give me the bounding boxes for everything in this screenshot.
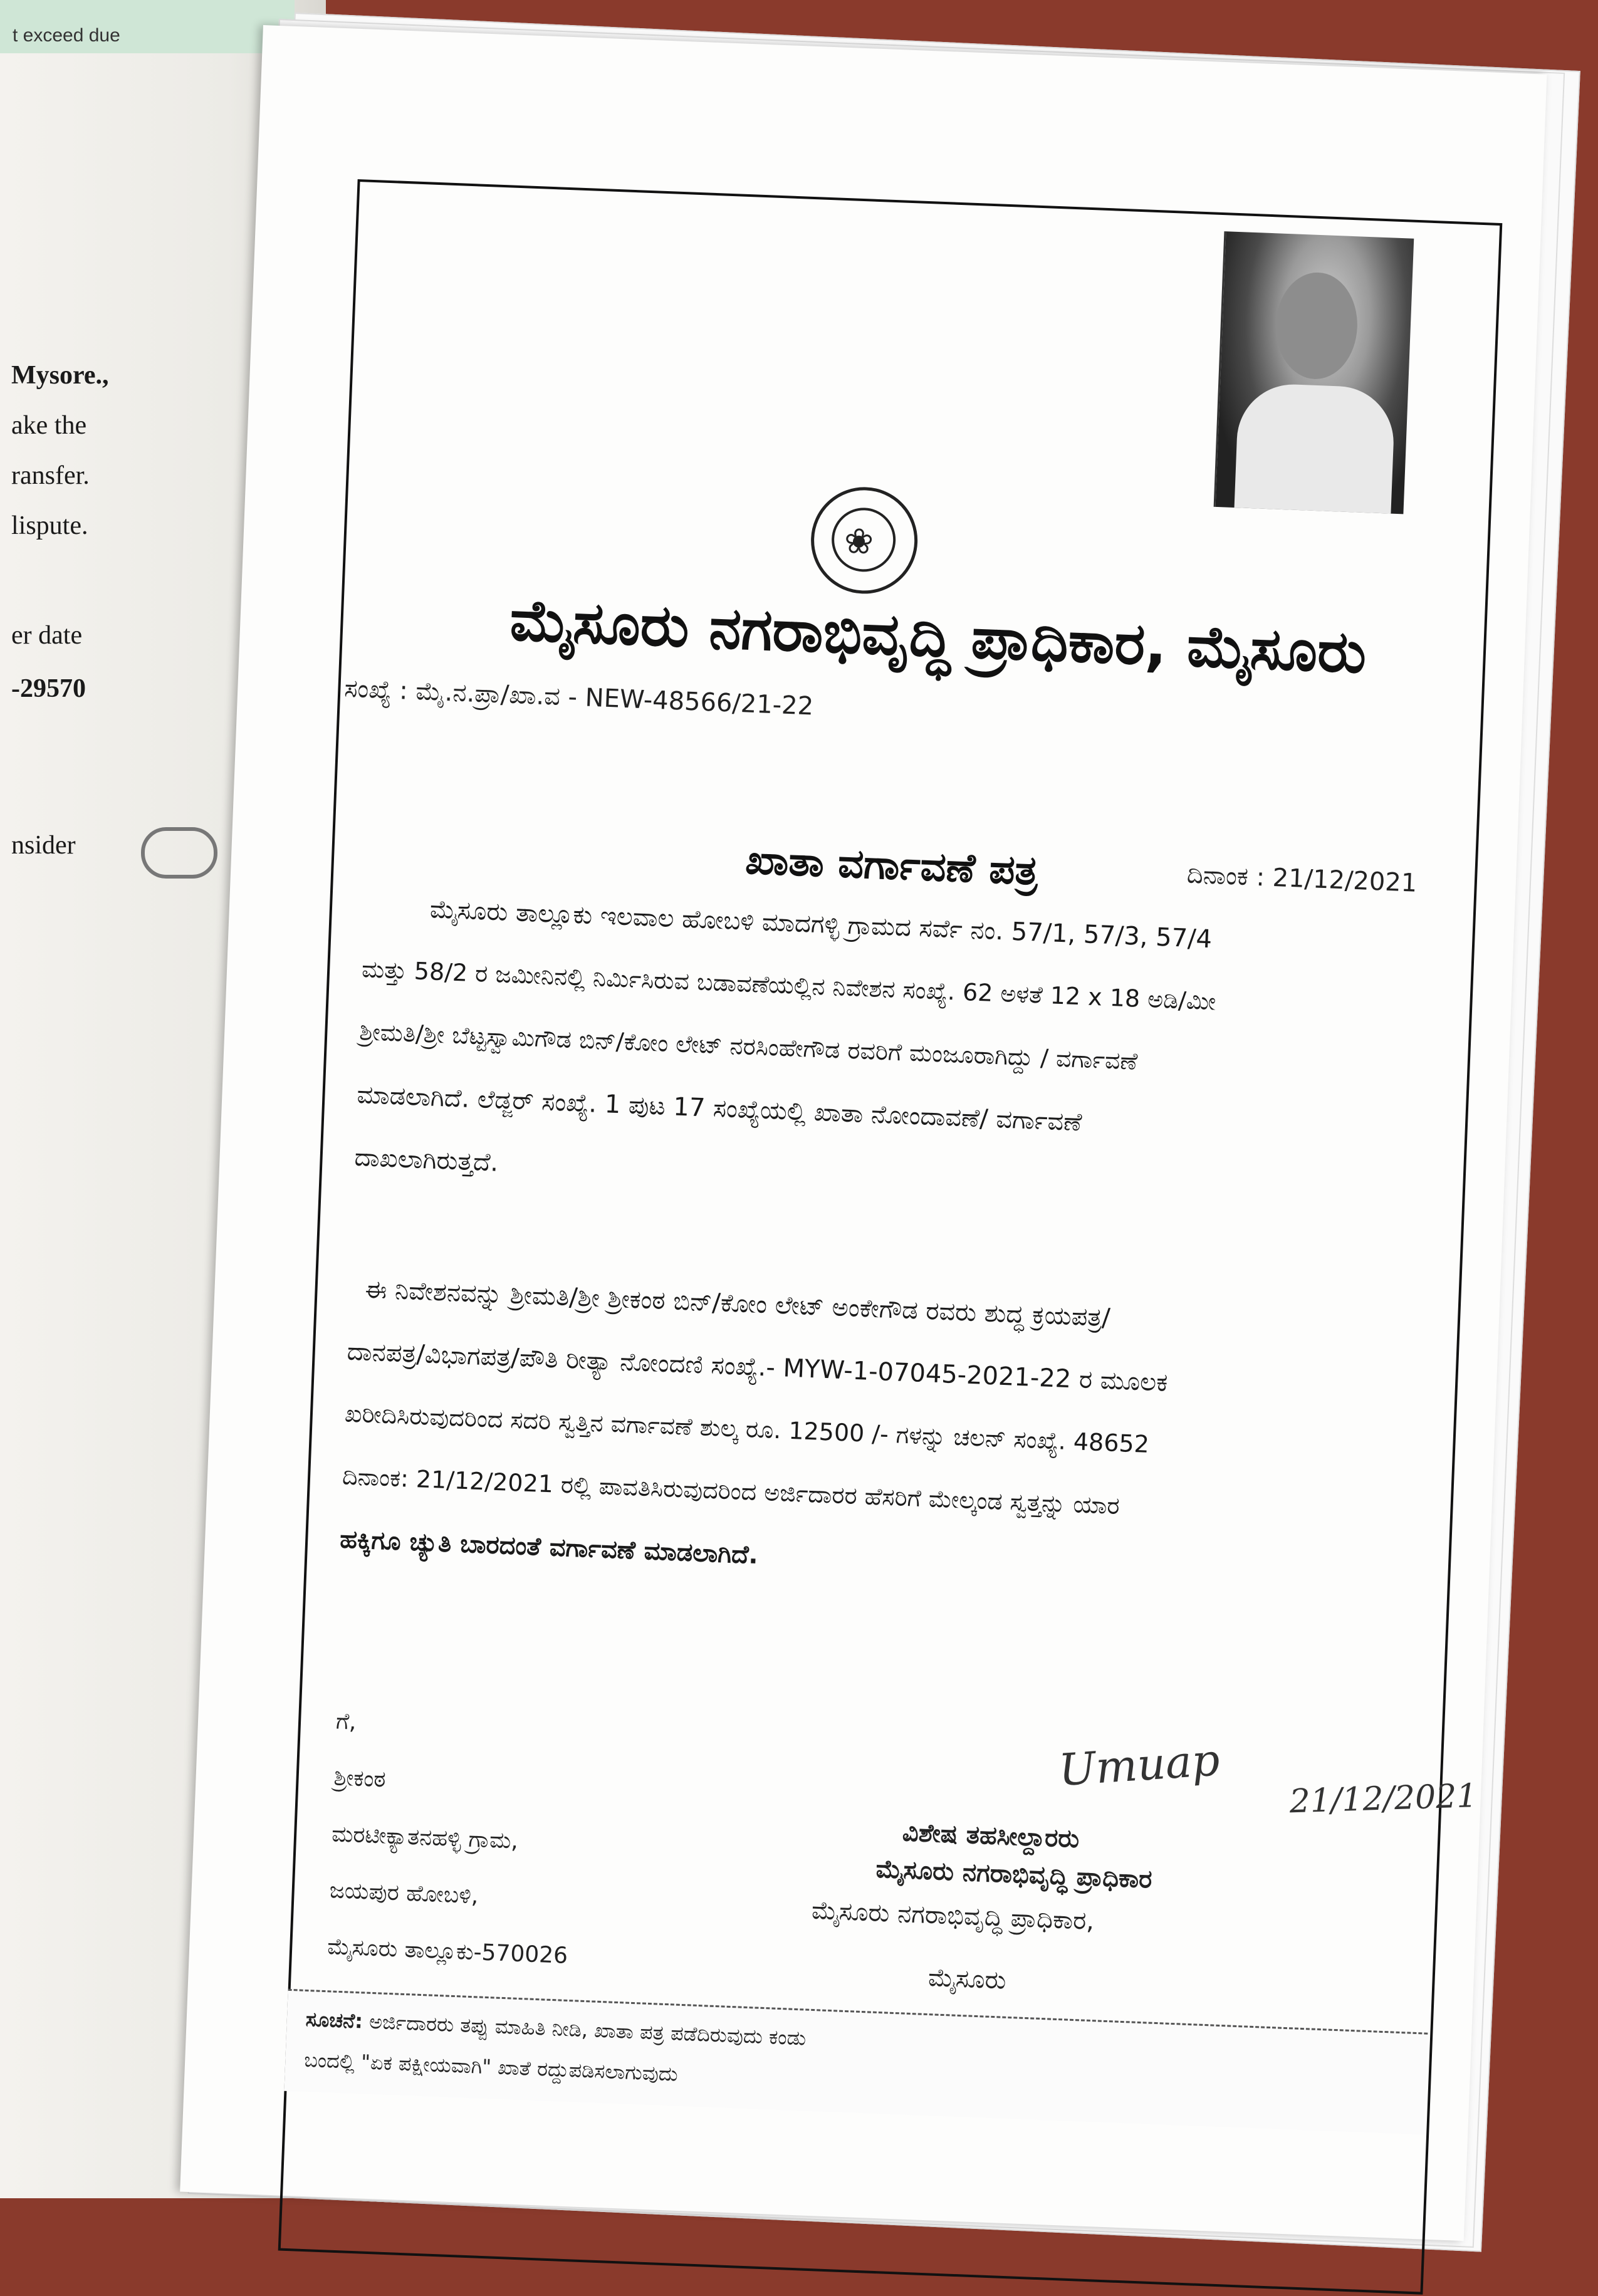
background-text-line: er date xyxy=(11,621,83,650)
background-text-line: ransfer. xyxy=(11,461,90,490)
signature-stamp-line: ಮೈಸೂರು xyxy=(927,1963,1007,1995)
khata-transfer-document xyxy=(180,25,1547,2241)
address-line: ಜಯಪುರ ಹೋಬಳಿ, xyxy=(329,1877,479,1909)
paragraph-line: ಶ್ರೀಮತಿ/ಶ್ರೀ ಬೆಟ್ಟಸ್ವಾಮಿಗೌಡ ಬಿನ್/ಕೋಂ ಲೇಟ್ ನರಸಿಂಹೇಗೌಡ ರವರಿಗೆ ಮಂಜೂರಾಗಿದ್ದು / ವರ್ಗಾವಣೆ xyxy=(358,1018,1138,1075)
signature-stamp-line: ಮೈಸೂರು ನಗರಾಭಿವೃದ್ಧಿ ಪ್ರಾಧಿಕಾರ xyxy=(875,1854,1153,1894)
paragraph-line: ಈ ನಿವೇಶನವನ್ನು ಶ್ರೀಮತಿ/ಶ್ರೀ ಶ್ರೀಕಂಠ ಬಿನ್/ಕೋಂ ಲೇಟ್ ಅಂಕೇಗೌಡ ರವರು ಶುದ್ಧ ಕ್ರಯಪತ್ರ/ xyxy=(364,1275,1111,1333)
address-line: ಗೆ, xyxy=(335,1708,357,1735)
reference-number: ಸಂಖ್ಯೆ : ಮೈ.ನ.ಪ್ರಾ/ಖಾ.ವ - NEW-48566/21-22 xyxy=(343,674,814,721)
paragraph-line: ಹಕ್ಕಿಗೂ ಚ್ಯುತಿ ಬಾರದಂತೆ ವರ್ಗಾವಣೆ ಮಾಡಲಾಗಿದೆ. xyxy=(339,1525,759,1570)
paragraph-line: ಮೈಸೂರು ತಾಲ್ಲೂಕು ಇಲವಾಲ ಹೋಬಳಿ ಮಾದಗಳ್ಳಿ ಗ್ರಾಮದ ಸರ್ವೆ ನಂ. 57/1, 57/3, 57/4 xyxy=(429,895,1213,954)
note-text: ಅರ್ಜಿದಾರರು ತಪ್ಪು ಮಾಹಿತಿ ನೀಡಿ, ಖಾತಾ ಪತ್ರ ಪಡೆದಿರುವುದು ಕಂಡು xyxy=(368,2009,807,2050)
paragraph-line: ದಾಖಲಾಗಿರುತ್ತದೆ. xyxy=(353,1142,499,1177)
background-text-line: nsider xyxy=(11,831,76,860)
note-line xyxy=(305,2007,807,2051)
document-title: ಮೈಸೂರು ನಗರಾಭಿವೃದ್ಧಿ ಪ್ರಾಧಿಕಾರ, ಮೈಸೂರು xyxy=(508,586,1368,687)
background-text-line: -29570 xyxy=(11,674,86,703)
paragraph-line: ದಿನಾಂಕ: 21/12/2021 ರಲ್ಲಿ ಪಾವತಿಸಿರುವುದರಿಂದ ಅರ್ಜಿದಾರರ ಹೆಸರಿಗೆ ಮೇಲ್ಕಂಡ ಸ್ವತ್ತನ್ನು ಯಾರ xyxy=(342,1462,1120,1520)
address-line: ಮೈಸೂರು ತಾಲ್ಲೂಕು-570026 xyxy=(326,1934,568,1969)
address-line: ಶ್ರೀಕಂಠ xyxy=(333,1765,387,1793)
note-line: ಬಂದಲ್ಲಿ "ಏಕ ಪಕ್ಷೀಯವಾಗಿ" ಖಾತೆ ರದ್ದುಪಡಿಸಲಾಗುವುದು xyxy=(303,2047,679,2086)
background-text-line: Mysore., xyxy=(11,361,109,390)
owner-photo xyxy=(1214,231,1414,514)
background-green-tab xyxy=(0,0,295,53)
document-date: ದಿನಾಂಕ : 21/12/2021 xyxy=(1186,860,1418,898)
background-tab-text: t exceed due xyxy=(13,25,120,46)
paragraph-line: ಮಾಡಲಾಗಿದೆ. ಲೆಡ್ಜರ್ ಸಂಖ್ಯೆ. 1 ಪುಟ 17 ಸಂಖ್ಯೆಯಲ್ಲಿ ಖಾತಾ ನೋಂದಾವಣೆ/ ವರ್ಗಾವಣೆ xyxy=(356,1080,1083,1137)
photo-shirt xyxy=(1235,382,1396,513)
paragraph-line: ಖರೀದಿಸಿರುವುದರಿಂದ ಸದರಿ ಸ್ವತ್ತಿನ ವರ್ಗಾವಣೆ ಶುಲ್ಕ ರೂ. 12500 /- ಗಳನ್ನು ಚಲನ್ ಸಂಖ್ಯೆ. 48652 xyxy=(344,1399,1150,1458)
note-label: ಸೂಚನೆ: xyxy=(305,2006,363,2033)
background-text-line: lispute. xyxy=(11,511,88,540)
document-heading: ಖಾತಾ ವರ್ಗಾವಣೆ ಪತ್ರ xyxy=(744,837,1039,895)
signature-handwritten-date: 21/12/2021 xyxy=(1288,1777,1478,1821)
paragraph-line: ದಾನಪತ್ರ/ವಿಭಾಗಪತ್ರ/ಪೌತಿ ರೀತ್ಯಾ ನೋಂದಣಿ ಸಂಖ್ಯೆ.- MYW-1-07045-2021-22 ರ ಮೂಲಕ xyxy=(346,1337,1169,1397)
address-line: ಮರಟೀಕ್ಯಾತನಹಳ್ಳಿ ಗ್ರಾಮ, xyxy=(331,1821,519,1854)
seal-emblem-icon: ❀ xyxy=(843,521,875,563)
photo-face xyxy=(1274,271,1359,380)
binder-clip xyxy=(141,827,217,879)
background-text-line: ake the xyxy=(11,411,87,440)
paragraph-line: ಮತ್ತು 58/2 ರ ಜಮೀನಿನಲ್ಲಿ ನಿರ್ಮಿಸಿರುವ ಬಡಾವಣೆಯಲ್ಲಿನ ನಿವೇಶನ ಸಂಖ್ಯೆ. 62 ಅಳತೆ 12 x 18 ಅಡಿ/ಮೀ xyxy=(361,955,1217,1016)
signature-scribble: Umuap xyxy=(1057,1734,1221,1797)
signature-stamp-line: ಮೈಸೂರು ನಗರಾಭಿವೃದ್ಧಿ ಪ್ರಾಧಿಕಾರ, xyxy=(811,1896,1095,1936)
signature-stamp-line: ವಿಶೇಷ ತಹಸೀಲ್ದಾರರು xyxy=(902,1818,1080,1854)
